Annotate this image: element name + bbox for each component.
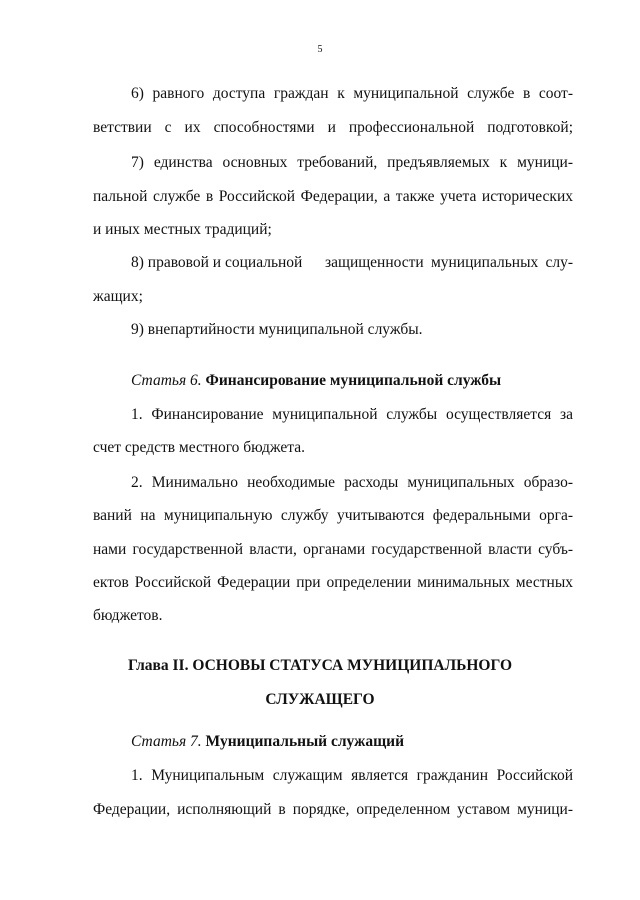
article-6-p1-line-1: 1. Финансирование муниципальной службы осуществляется за [131, 406, 573, 423]
article-6-p1-line-2: счет средств местного бюджета. [93, 439, 305, 456]
article-6-p2-line-1: 2. Минимально необходимые расходы муниципальных образо- [131, 474, 573, 491]
article-6-p2-line-2: ваний на муниципальную службу учитываются федеральными орга- [93, 507, 573, 524]
article-7-heading [131, 732, 404, 752]
page-number: 5 [317, 44, 323, 55]
article-6-p2-line-4: ектов Российской Федерации при определении минимальных местных [93, 574, 573, 591]
article-6-heading [131, 371, 501, 391]
item-9-line-1: 9) внепартийности муниципальной службы. [131, 321, 423, 338]
article-7-title: Муниципальный служащий [205, 733, 405, 750]
article-7-p1-line-1: 1. Муниципальным служащим является гражданин Российской [131, 767, 573, 784]
article-6-title: Финансирование муниципальной службы [205, 372, 502, 389]
item-6-line-2: ветствии с их способностями и профессиональной подготовкой; [93, 119, 573, 136]
item-8-line-2: жащих; [93, 288, 143, 305]
article-6-p2-line-3: нами государственной власти, органами государственной власти субъ- [93, 541, 573, 558]
article-7-p1-line-2: Федерации, исполняющий в порядке, определенном уставом муници- [93, 801, 573, 818]
item-7-line-1: 7) единства основных требований, предъявляемых к муници- [131, 154, 573, 171]
item-7-line-2: пальной службе в Российской Федерации, а также учета исторических [93, 188, 573, 205]
article-7-label: Статья 7. [131, 733, 202, 750]
item-8-line-1-left: 8) правовой и социальной [131, 254, 303, 271]
article-6-label: Статья 6. [131, 372, 202, 389]
item-7-line-3: и иных местных традиций; [93, 221, 272, 238]
item-6-line-1: 6) равного доступа граждан к муниципальной службе в соот- [131, 85, 573, 102]
article-6-p2-line-5: бюджетов. [93, 607, 163, 624]
chapter-2-heading-line-2: СЛУЖАЩЕГО [265, 691, 375, 708]
item-8-line-1-right: защищенности муниципальных слу- [325, 254, 573, 271]
chapter-2-heading-line-1: Глава II. ОСНОВЫ СТАТУСА МУНИЦИПАЛЬНОГО [127, 657, 513, 674]
